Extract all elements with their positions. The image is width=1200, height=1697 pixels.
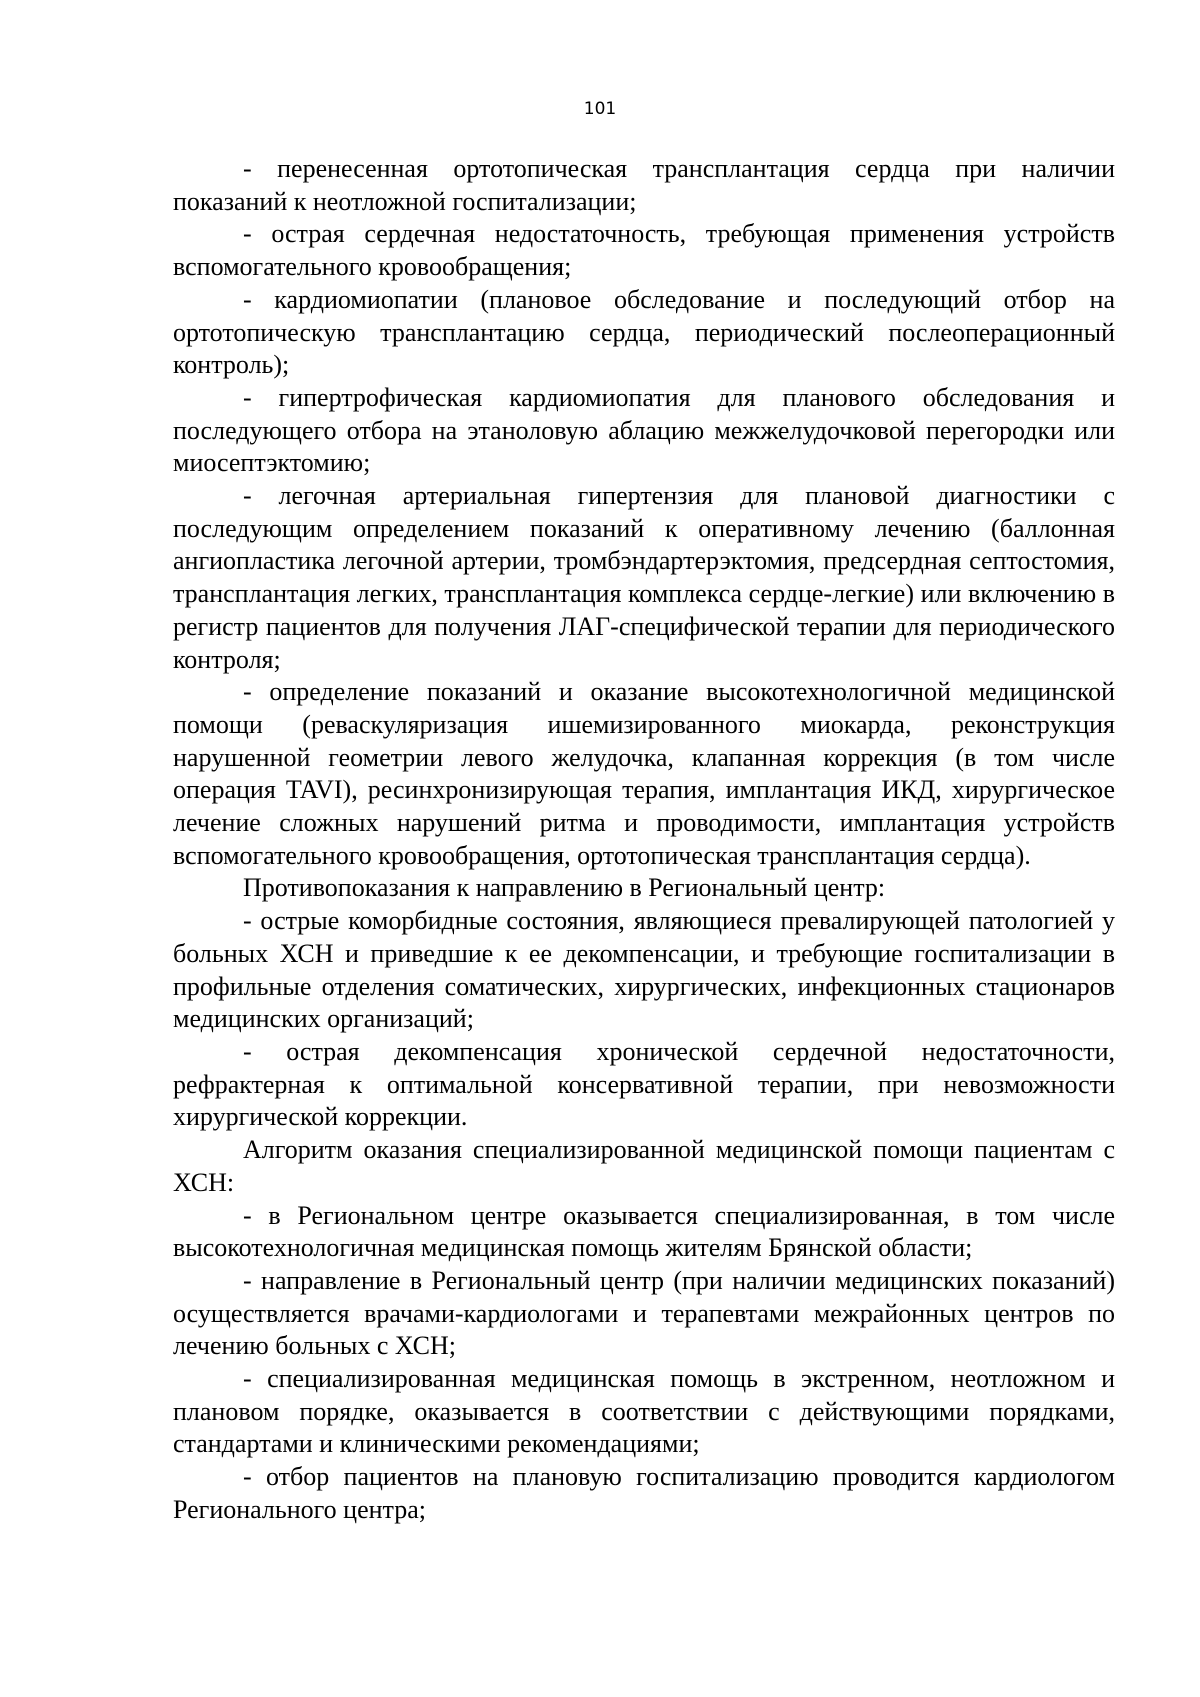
paragraph-acute-decompensation: - острая декомпенсация хронической сердечной недостаточности, рефрактерная к оптимальной консервативной терапии, при невозможности хирургической коррекции. [173,1036,1115,1132]
paragraph-regional-center-care: - в Региональном центре оказывается специализированная, в том числе высокотехнологичная медицинская помощь жителям Брянской области; [173,1200,1115,1263]
paragraph-high-tech-care: - определение показаний и оказание высокотехнологичной медицинской помощи (реваскуляризация ишемизированного миокарда, реконструкция нарушенной геометрии левого желудочка, клапанная коррекция (в том числе операция TAVI), ресинхронизирующая терапия, имплантация ИКД, хирургическое лечение сложных нарушений ритма и проводимости, имплантация устройств вспомогательного кровообращения, ортотопическая трансплантация сердца). [173,677,1115,870]
paragraph-acute-heart-failure: - острая сердечная недостаточность, требующая применения устройств вспомогательного кровообращения; [173,219,1115,282]
paragraph-patient-selection: - отбор пациентов на плановую госпитализацию проводится кардиологом Регионального центра; [173,1462,1115,1524]
paragraph-emergency-care: - специализированная медицинская помощь в экстренном, неотложном и плановом порядке, оказывается в соответствии с действующими порядками, стандартами и клиническими рекомендациями; [173,1364,1115,1459]
document-body [173,153,1115,1527]
paragraph-pulmonary-hypertension: - легочная артериальная гипертензия для плановой диагностики с последующим определением показаний к оперативному лечению (баллонная ангиопластика легочной артерии, тромбэндартерэктомия, предсердная септостомия, трансплантация легких, трансплантация комплекса сердце-легкие) или включению в регистр пациентов для получения ЛАГ-специфической терапии для периодического контроля; [173,481,1115,674]
paragraph-hypertrophic-cardiomyopathy: - гипертрофическая кардиомиопатия для планового обследования и последующего отбора на этаноловую аблацию межжелудочковой перегородки или миосептэктомию; [173,382,1115,478]
paragraph-cardiomyopathies: - кардиомиопатии (плановое обследование и последующий отбор на ортотопическую трансплантацию сердца, периодический послеоперационный контроль); [173,284,1115,380]
paragraph-transplant-followup: - перенесенная ортотопическая трансплантация сердца при наличии показаний к неотложной госпитализации; [173,154,1115,216]
paragraph-comorbid-conditions: - острые коморбидные состояния, являющиеся превалирующей патологией у больных ХСН и приведшие к ее декомпенсации, и требующие госпитализации в профильные отделения соматических, хирургических, инфекционных стационаров медицинских организаций; [173,906,1115,1034]
paragraph-contraindications-heading: Противопоказания к направлению в Региональный центр: [243,873,886,903]
paragraph-algorithm-heading: Алгоритм оказания специализированной медицинской помощи пациентам с ХСН: [173,1135,1115,1197]
paragraph-referral: - направление в Региональный центр (при наличии медицинских показаний) осуществляется врачами-кардиологами и терапевтами межрайонных центров по лечению больных с ХСН; [173,1265,1115,1361]
page-number: 101 [583,99,617,119]
